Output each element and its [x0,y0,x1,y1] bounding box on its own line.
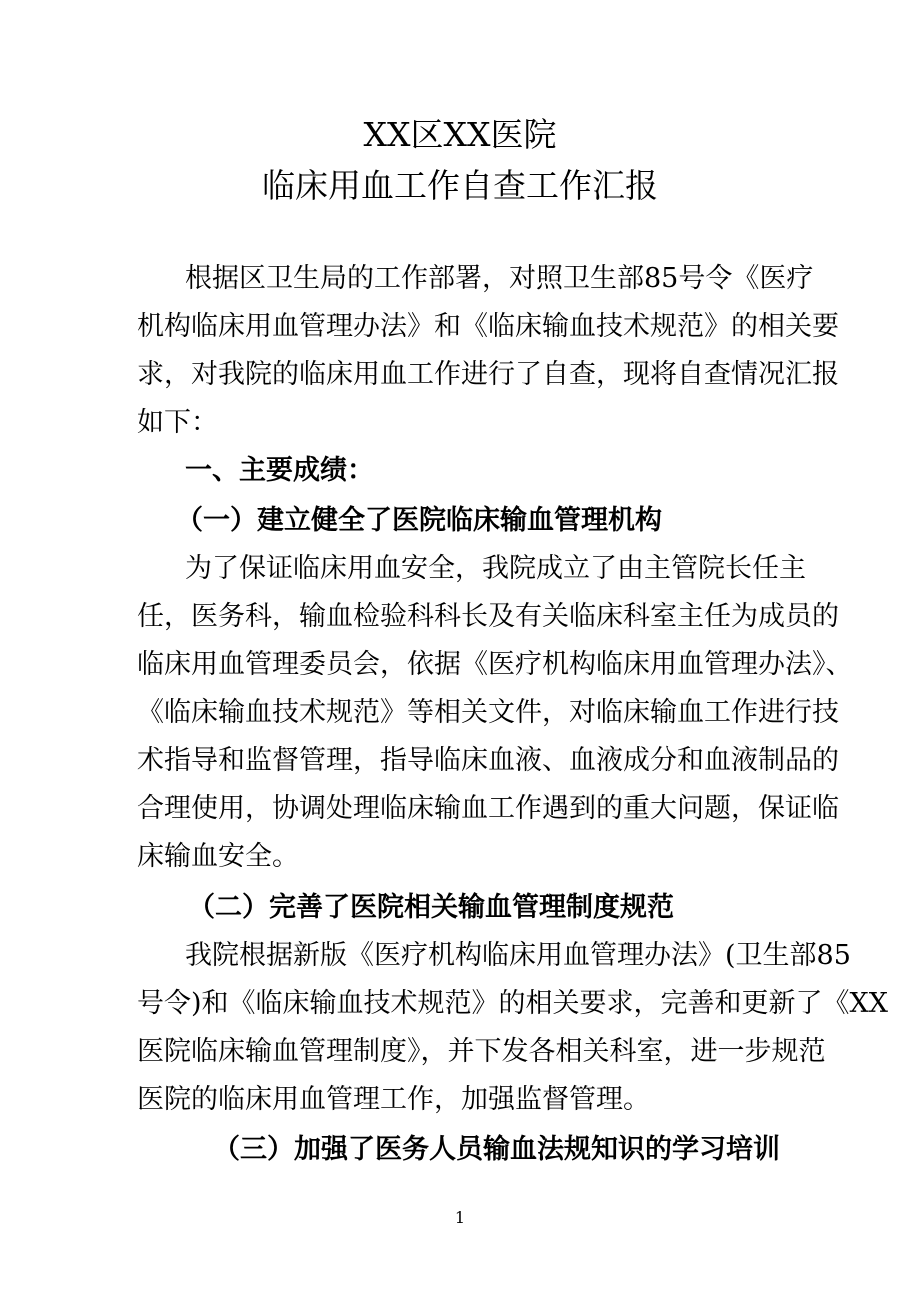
page-number: 1 [454,1208,466,1227]
text-line: 如下： [137,407,218,438]
text-line: 医院临床输血管理制度》，并下发各相关科室，进一步规范 [137,1036,826,1067]
paragraph-subsection-2 [137,932,888,1124]
text-line: 合理使用，协调处理临床输血工作遇到的重大问题，保证临 [137,793,839,824]
text-line: 医院的临床用血管理工作，加强监督管理。 [137,1084,650,1115]
document-title: XX区XX医院 [363,115,557,154]
subsection-heading-1: （一）建立健全了医院临床输血管理机构 [176,505,662,536]
text-line: 为了保证临床用血安全，我院成立了由主管院长任主 [185,553,806,584]
text-line: 床输血安全。 [137,841,299,872]
text-line: 《临床输血技术规范》等相关文件，对临床输血工作进行技 [137,697,839,728]
text-line: 术指导和监督管理，指导临床血液、血液成分和血液制品的 [137,745,839,776]
text-line: 任，医务科，输血检验科科长及有关临床科室主任为成员的 [137,601,839,632]
text-line: 求，对我院的临床用血工作进行了自查，现将自查情况汇报 [137,359,839,390]
text-line: 根据区卫生局的工作部署，对照卫生部85号令《医疗 [185,263,814,294]
paragraph-subsection-1 [137,545,853,881]
text-line: 我院根据新版《医疗机构临床用血管理办法》(卫生部85 [185,940,851,971]
intro-paragraph [137,255,839,447]
text-line: 临床用血管理委员会，依据《医疗机构临床用血管理办法》、 [137,649,853,680]
subsection-heading-2: （二）完善了医院相关输血管理制度规范 [188,892,674,923]
subsection-heading-3: （三）加强了医务人员输血法规知识的学习培训 [213,1134,780,1165]
text-line: 号令)和《临床输血技术规范》的相关要求，完善和更新了《XX [137,988,888,1019]
section-heading-main-achievements: 一、主要成绩： [185,455,374,486]
text-line: 机构临床用血管理办法》和《临床输血技术规范》的相关要 [137,311,839,342]
document-subtitle: 临床用血工作自查工作汇报 [262,166,658,205]
